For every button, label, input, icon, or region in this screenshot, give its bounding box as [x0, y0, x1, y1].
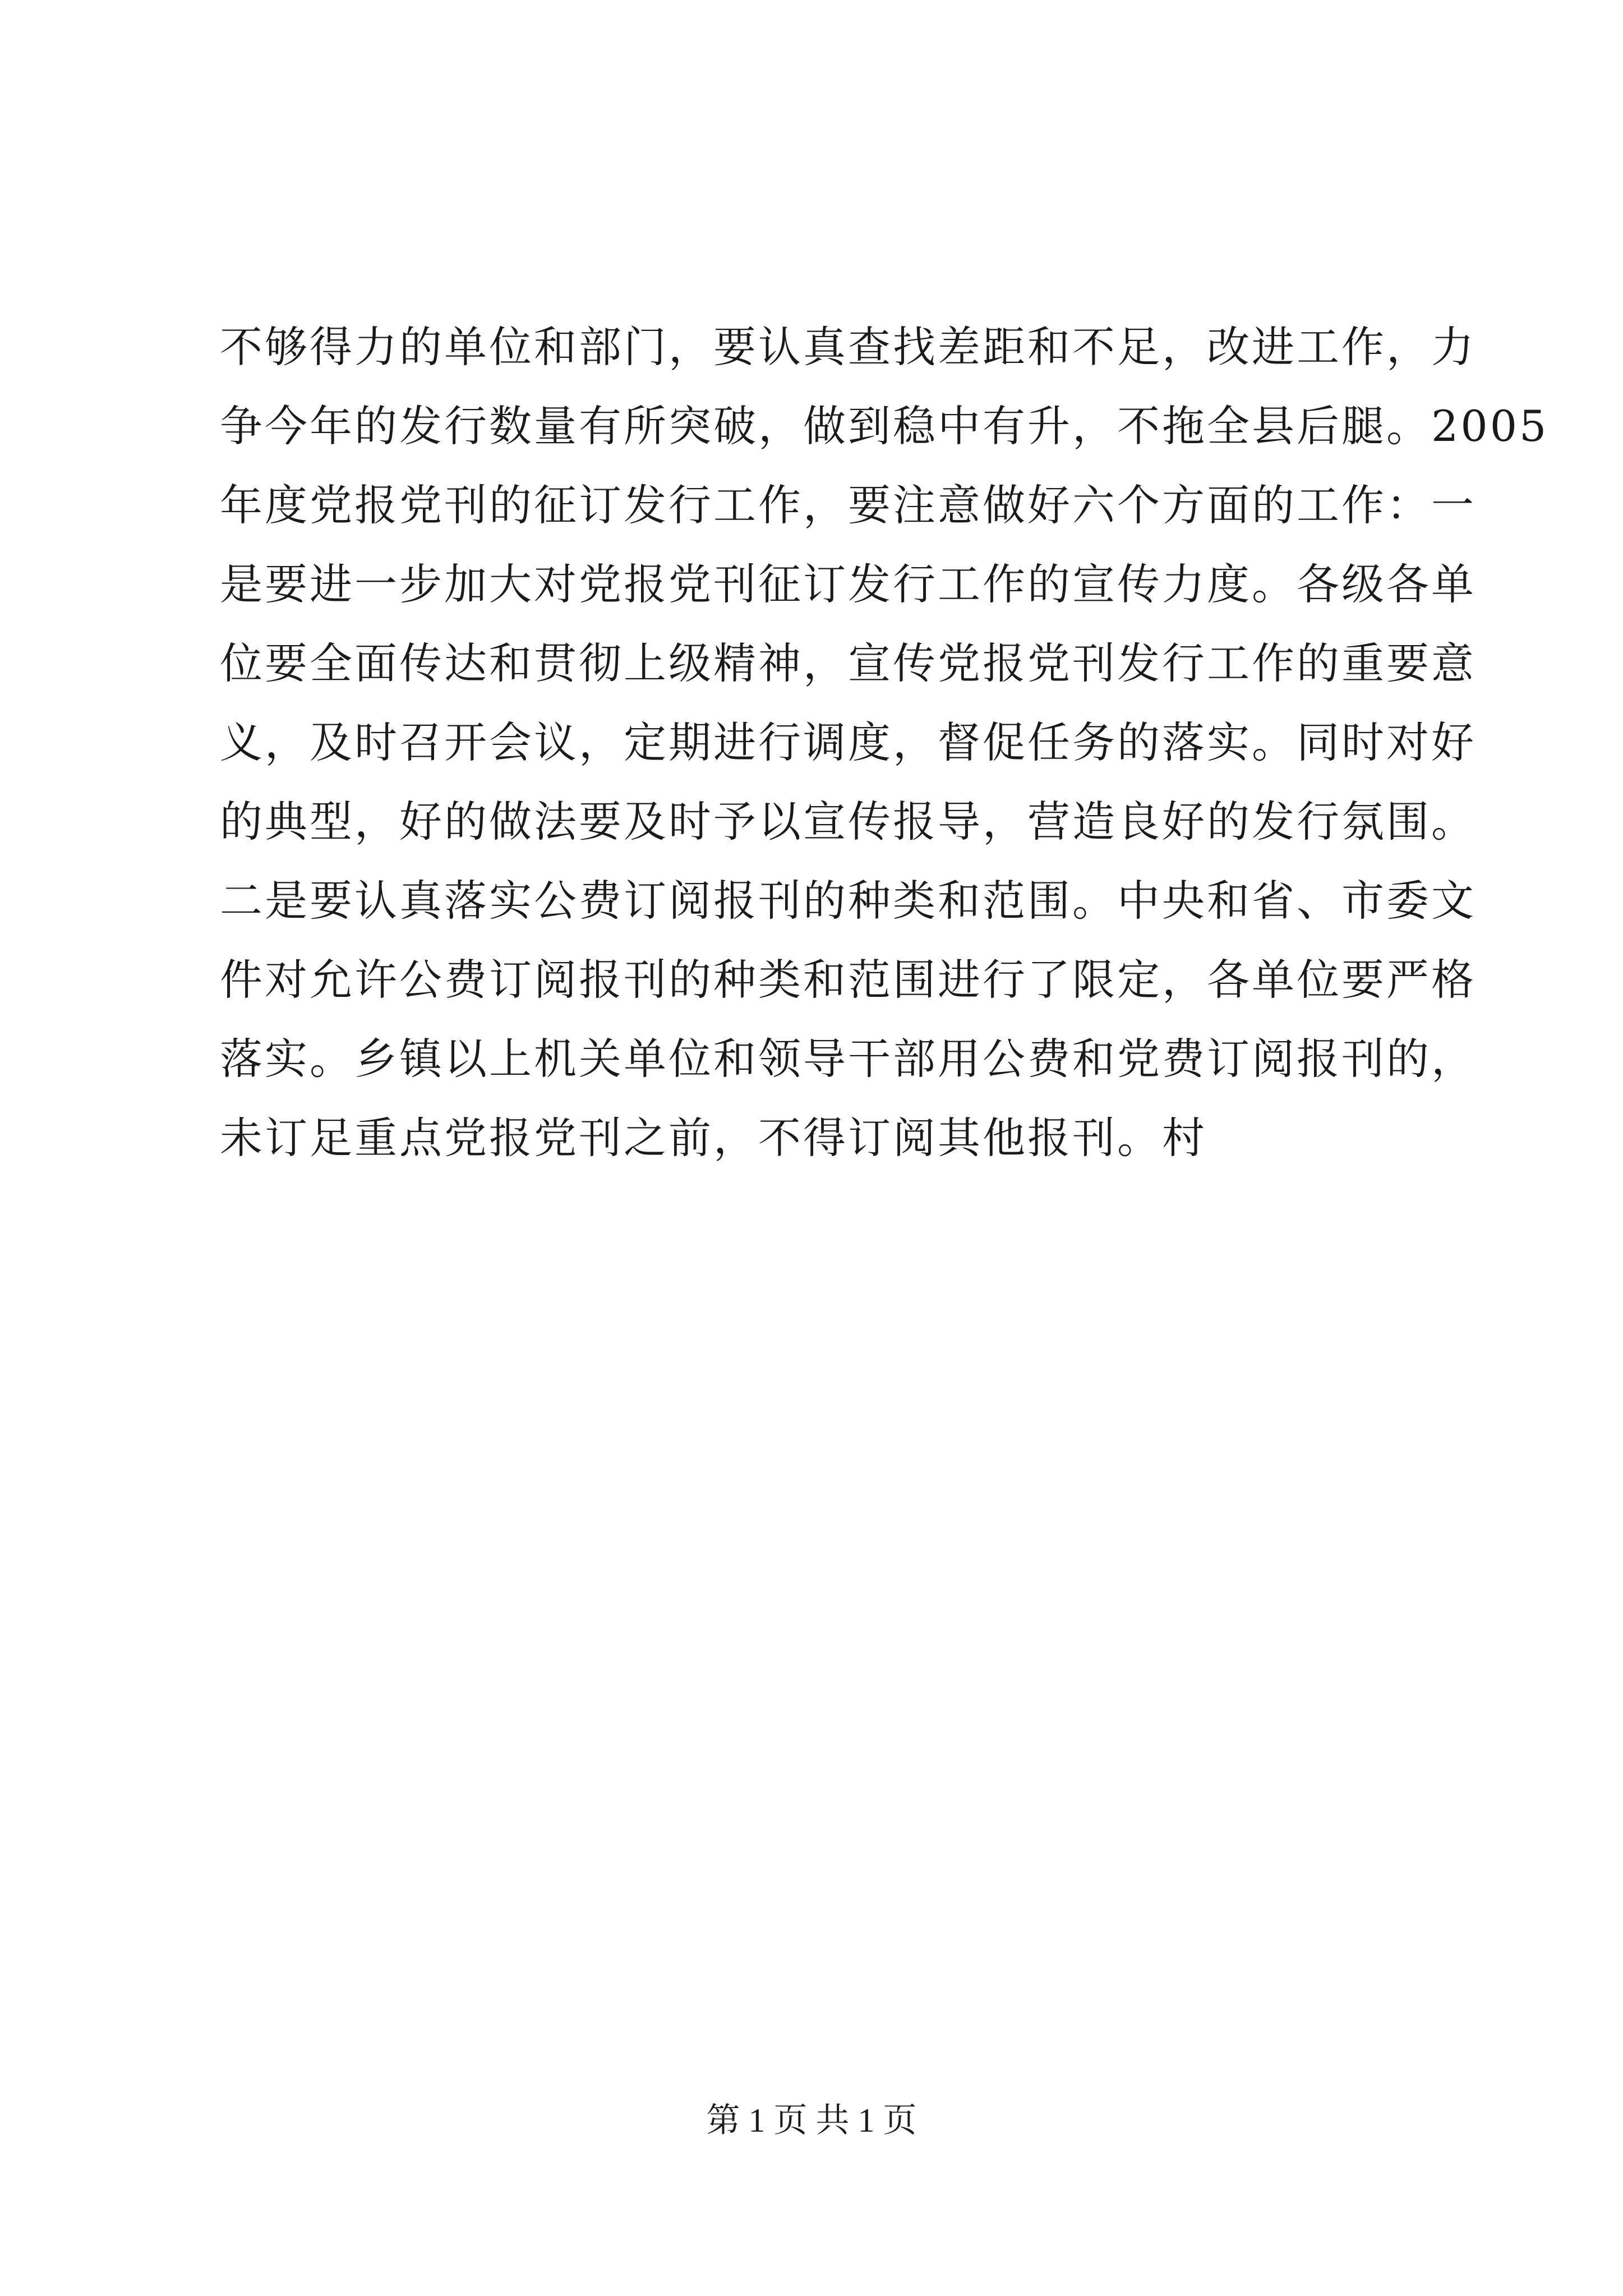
text-line: 二是要认真落实公费订阅报刊的种类和范围。中央和省、市委文	[220, 876, 1476, 926]
text-line: 义，及时召开会议，定期进行调度，督促任务的落实。同时对好	[220, 717, 1476, 767]
body-paragraph	[220, 307, 1549, 1177]
text-line: 是要进一步加大对党报党刊征订发行工作的宣传力度。各级各单	[220, 559, 1476, 609]
text-line: 的典型，好的做法要及时予以宣传报导，营造良好的发行氛围。	[220, 797, 1476, 846]
text-line: 件对允许公费订阅报刊的种类和范围进行了限定，各单位要严格	[220, 955, 1476, 1005]
page-footer: 第 1 页 共 1 页	[706, 2102, 917, 2139]
text-line: 争今年的发行数量有所突破，做到稳中有升，不拖全县后腿。2005	[220, 401, 1549, 451]
text-line: 不够得力的单位和部门，要认真查找差距和不足，改进工作，力	[220, 322, 1476, 372]
text-line: 年度党报党刊的征订发行工作，要注意做好六个方面的工作：一	[220, 480, 1476, 530]
text-line: 落实。乡镇以上机关单位和领导干部用公费和党费订阅报刊的，	[220, 1034, 1476, 1084]
text-line: 未订足重点党报党刊之前，不得订阅其他报刊。村	[220, 1113, 1207, 1163]
text-line: 位要全面传达和贯彻上级精神，宣传党报党刊发行工作的重要意	[220, 638, 1476, 688]
